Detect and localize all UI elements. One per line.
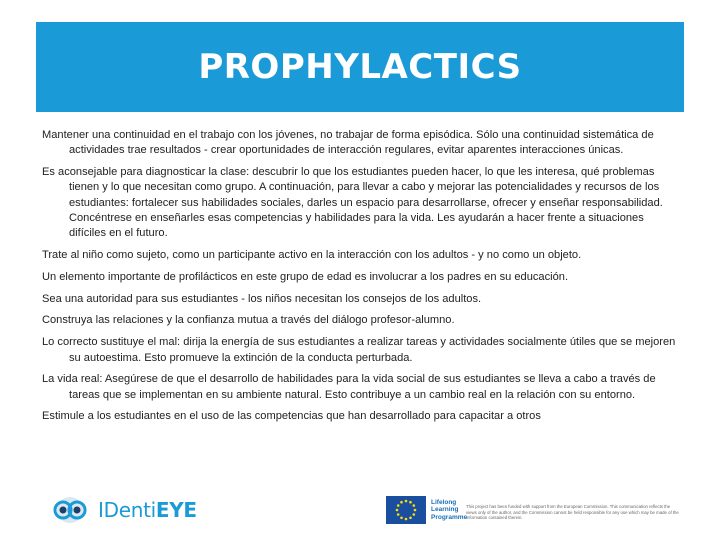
slide-title: PROPHYLACTICS — [198, 47, 522, 87]
paragraph: Lo correcto sustituye el mal: dirija la energía de sus estudiantes a realizar tareas y actividades socialmente útiles que se mejoren su autoestima. Esto promueve la extinción de la conducta perturbada. — [42, 336, 676, 364]
paragraph: Construya las relaciones y la confianza mutua a través del diálogo profesor-alumno. — [42, 314, 455, 327]
identieye-logo — [48, 496, 197, 524]
paragraph: Estimule a los estudiantes en el uso de las competencias que han desarrollado para capacitar a otros — [42, 410, 541, 423]
eye-logo-icon — [48, 496, 92, 524]
eu-programme-label — [431, 499, 467, 522]
eu-programme-line: Programme — [431, 513, 468, 521]
paragraph: La vida real: Asegúrese de que el desarrollo de habilidades para la vida social de sus estudiantes se lleva a cabo a través de tareas que se implementan en su ambiente natural. Esto contribuye a un cambio real en la relación con su entorno. — [42, 373, 656, 401]
paragraph: Mantener una continuidad en el trabajo con los jóvenes, no trabajar de forma episódica. Sólo una continuidad sistemática de actividades trae resultados - crear oportunidades de interacción regulares, evitar aparentes interacciones únicas. — [42, 129, 654, 157]
funding-disclaimer: This project has been funded with support from the European Commission. This communication reflects the views only of the author, and the Commission cannot be held responsible for any use which may be made of the information contained therein. — [466, 504, 679, 520]
eu-programme-line: Learning — [431, 506, 459, 514]
logo-text-part2: EYE — [155, 498, 197, 522]
paragraph: Sea una autoridad para sus estudiantes - los niños necesitan los consejos de los adultos. — [42, 292, 482, 305]
title-banner — [36, 22, 684, 112]
logo-wordmark — [98, 498, 197, 522]
paragraph: Es aconsejable para diagnosticar la clase: descubrir lo que los estudiantes pueden hacer, lo que les interesa, qué problemas tienen y lo que necesitan como grupo. A continuación, para llevar a cabo y mejorar las potencialidades y recursos de los estudiantes: fortalecer sus habilidades sociales, darles un espacio para desarrollarse, ofrecer y enseñar responsabilidad. Concéntrese en enseñarles esas competencias y habilidades para la vida. Les ayudarán a hacer frente a situaciones difíciles en el futuro. — [42, 166, 663, 240]
eu-programme-line: Lifelong — [431, 498, 457, 506]
footer — [0, 490, 720, 540]
logo-text-part1: IDenti — [98, 498, 156, 522]
slide-body — [42, 128, 682, 431]
eu-lifelong-learning-logo — [386, 496, 467, 524]
paragraph: Trate al niño como sujeto, como un participante activo en la interacción con los adultos - y no como un objeto. — [42, 249, 582, 262]
paragraph: Un elemento importante de profilácticos en este grupo de edad es involucrar a los padres en su educación. — [42, 270, 569, 283]
eu-flag-icon — [386, 496, 426, 524]
